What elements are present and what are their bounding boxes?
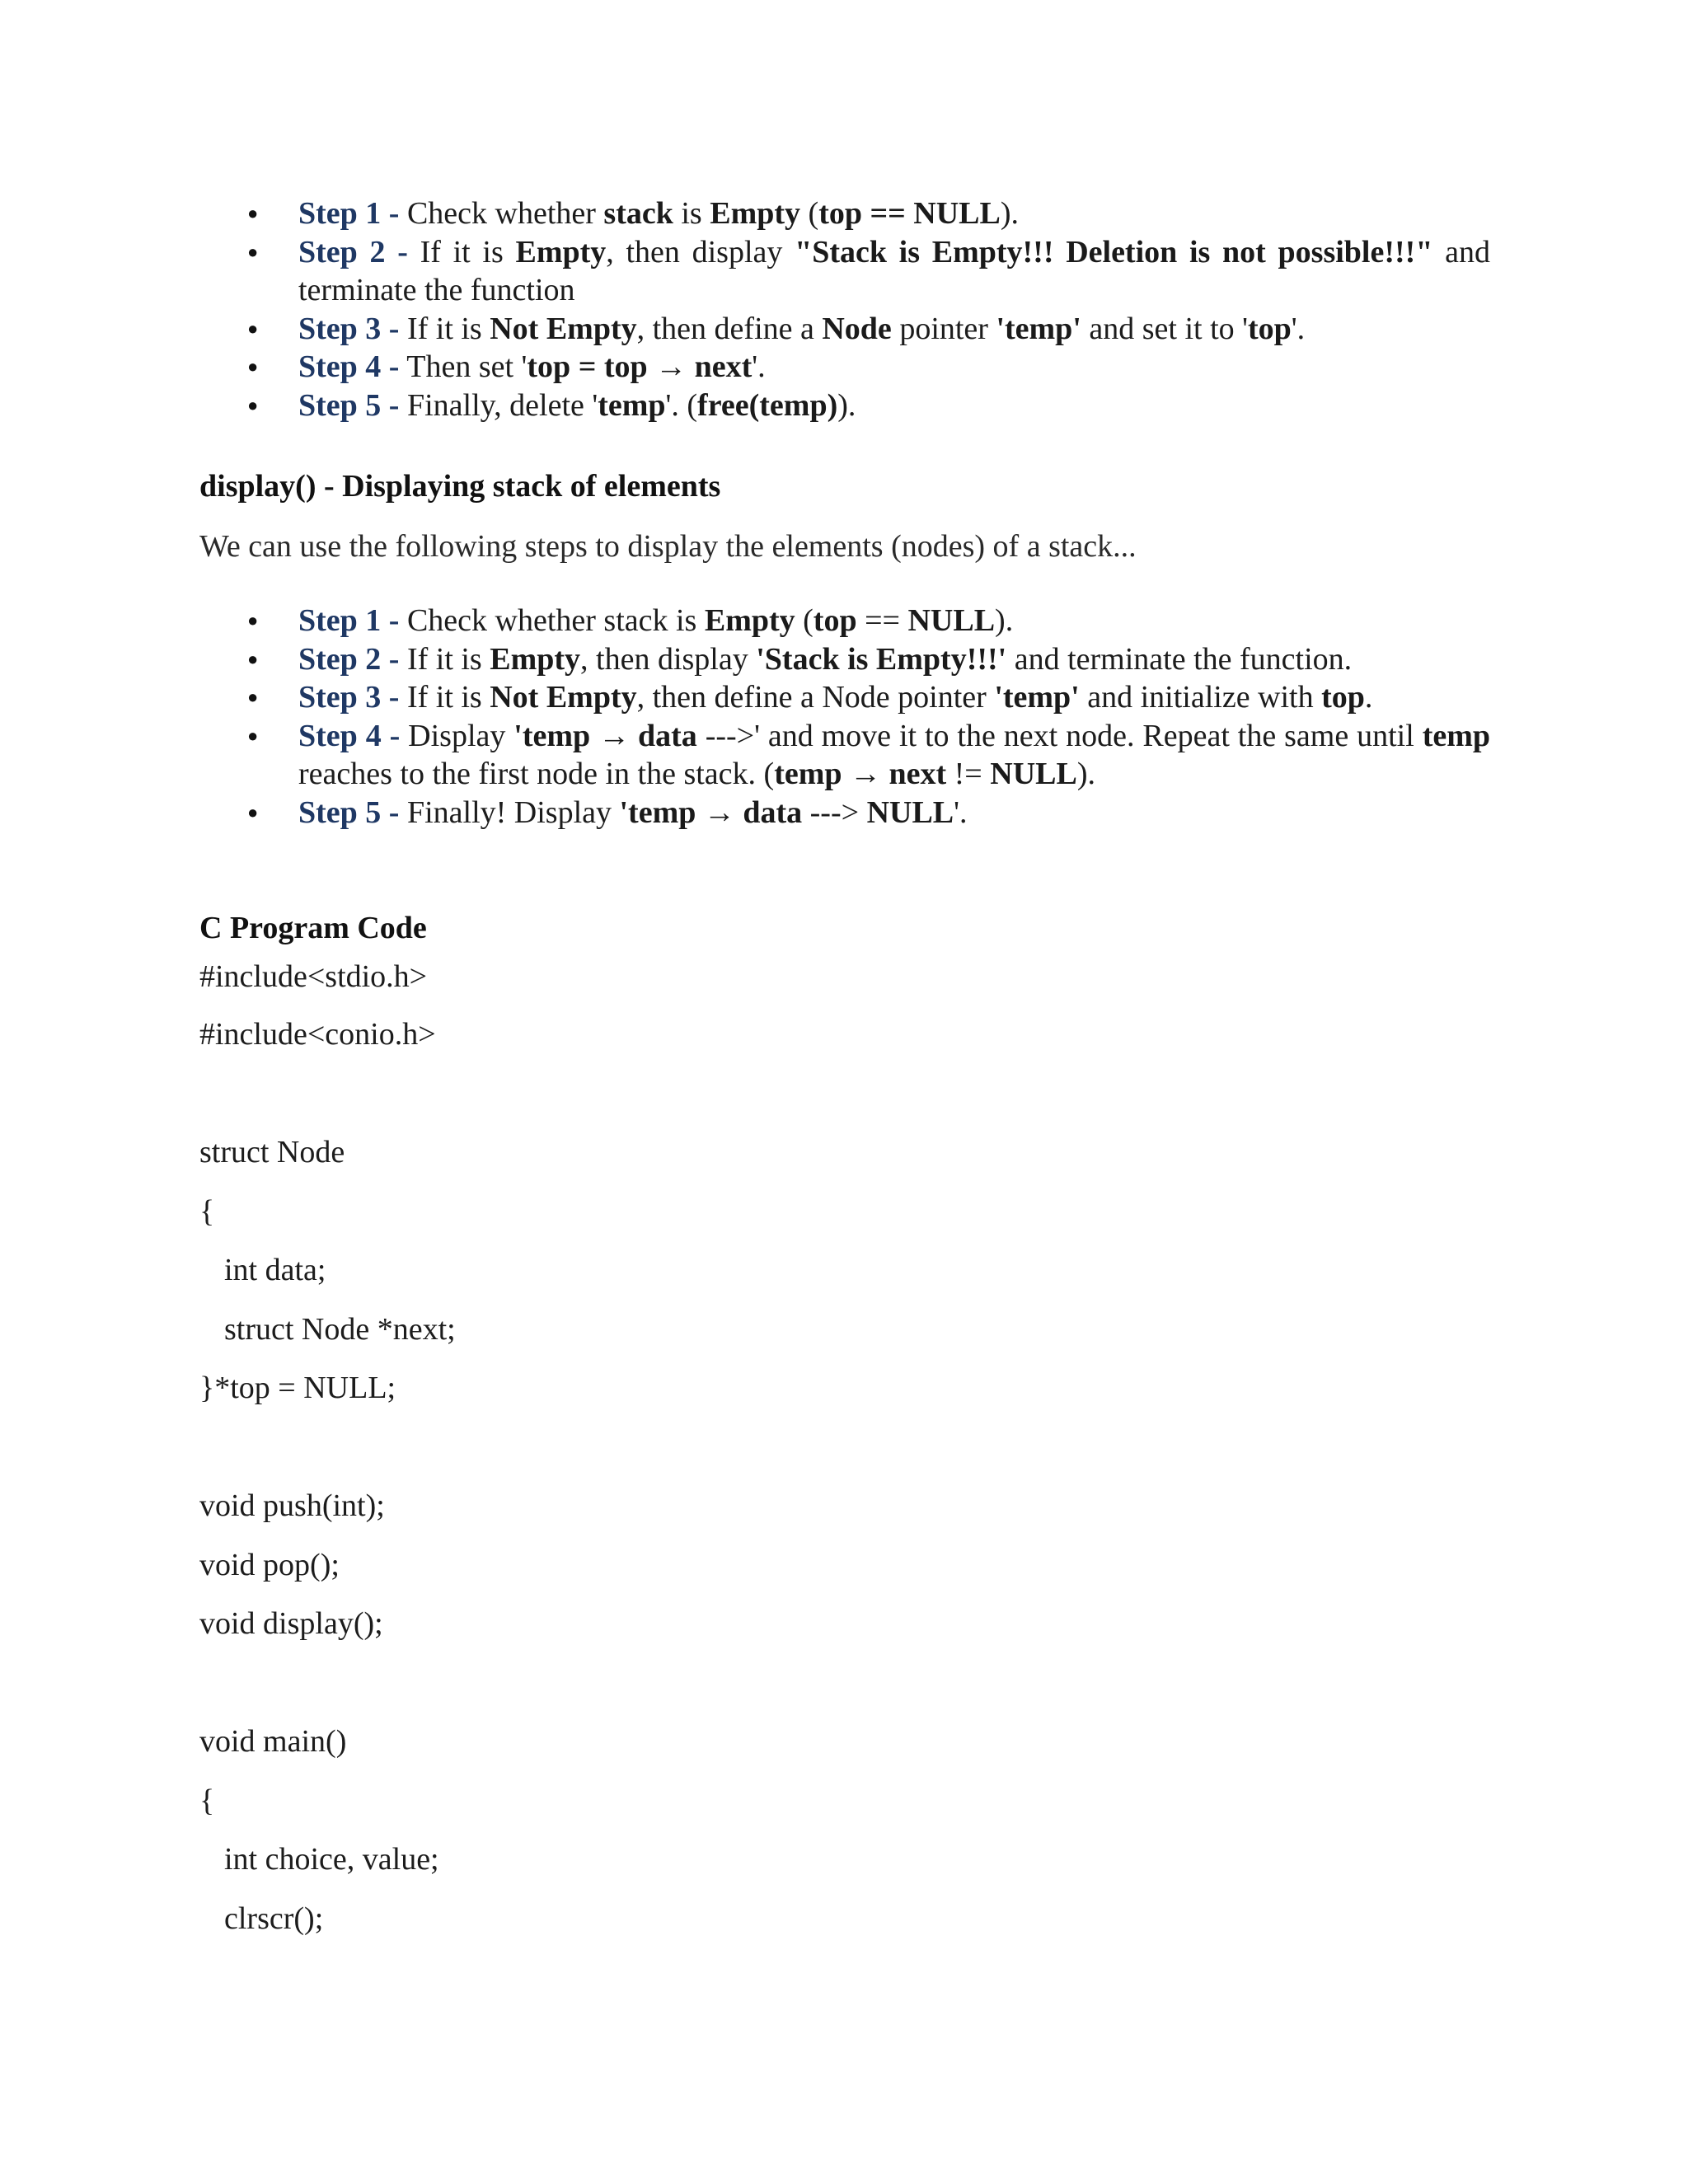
code-line: void pop();	[199, 1548, 340, 1582]
bold-text: Empty	[704, 603, 795, 638]
step-label: Step 4 -	[298, 718, 401, 753]
list-item	[199, 348, 1490, 387]
list-item	[199, 310, 1490, 349]
bold-text: 'temp → data	[513, 718, 697, 753]
step-label: Step 3 -	[298, 680, 400, 715]
bold-text: temp → next	[774, 757, 947, 791]
bold-text: top = top → next	[527, 349, 753, 384]
bold-text: free(temp)	[697, 387, 838, 423]
step-label: Step 2 -	[298, 641, 400, 677]
code-line: struct Node *next;	[224, 1312, 456, 1347]
step-text: If it is Not Empty, then define a Node pointer 'temp' and set it to 'top'.	[399, 311, 1306, 346]
list-item	[199, 233, 1490, 310]
code-line: clrscr();	[224, 1901, 324, 1936]
bold-text: Not Empty	[490, 680, 637, 715]
bold-text: Empty	[710, 196, 801, 231]
bold-text: temp	[598, 387, 666, 423]
list-item	[199, 387, 1490, 425]
code-line: struct Node	[199, 1135, 345, 1169]
code-line: }*top = NULL;	[199, 1371, 396, 1405]
step-label: Step 1 -	[298, 196, 400, 231]
step-text: Finally, delete 'temp'. (free(temp)).	[399, 387, 856, 423]
list-item	[199, 640, 1490, 679]
display-steps-list	[199, 602, 1490, 832]
step-text: Finally! Display 'temp → data ---> NULL'.	[399, 794, 968, 830]
bold-text: Empty	[515, 234, 607, 269]
pop-steps-list	[199, 194, 1490, 424]
step-label: Step 2 -	[298, 234, 408, 269]
bold-text: NULL	[907, 603, 996, 638]
bold-text: stack	[603, 196, 673, 231]
list-item	[199, 194, 1490, 233]
code-line: {	[199, 1783, 215, 1818]
bold-text: 'temp'	[994, 680, 1080, 715]
bold-text: top	[1321, 680, 1365, 715]
code-line: void main()	[199, 1724, 347, 1759]
step-text: Then set 'top = top → next'.	[399, 349, 766, 384]
step-text: Display 'temp → data --->' and move it to the next node. Repeat the same until temp reaches to the first node in the stack. (temp → next != NULL).	[298, 718, 1491, 791]
code-line: void display();	[199, 1606, 383, 1641]
bold-text: NULL	[866, 794, 954, 830]
step-label: Step 5 -	[298, 387, 400, 423]
step-label: Step 3 -	[298, 311, 400, 346]
code-line: #include<stdio.h>	[199, 959, 428, 994]
bold-text: "Stack is Empty!!! Deletion is not possible!!!"	[795, 234, 1433, 269]
intro-paragraph: We can use the following steps to display the elements (nodes) of a stack...	[199, 529, 1137, 564]
section-heading: display() - Displaying stack of elements	[199, 469, 721, 504]
step-label: Step 4 -	[298, 349, 400, 384]
list-item	[199, 602, 1490, 640]
bold-text: top	[813, 603, 857, 638]
step-text: Check whether stack is Empty (top == NULL).	[399, 196, 1020, 231]
step-text: If it is Empty, then display "Stack is Empty!!! Deletion is not possible!!!" and terminate the function	[298, 234, 1490, 307]
step-text: Check whether stack is Empty (top == NULL).	[399, 603, 1014, 638]
bold-text: 'Stack is Empty!!!'	[756, 641, 1007, 677]
code-line: void push(int);	[199, 1488, 385, 1523]
bold-text: 'temp'	[996, 311, 1081, 346]
code-line: int data;	[224, 1253, 326, 1287]
bold-text: NULL	[990, 757, 1077, 791]
bold-text: top == NULL	[818, 196, 1001, 231]
code-heading: C Program Code	[199, 911, 427, 945]
bold-text: Not Empty	[490, 311, 637, 346]
code-line: #include<conio.h>	[199, 1017, 436, 1052]
bold-text: top	[1248, 311, 1292, 346]
bold-text: temp	[1422, 718, 1491, 753]
step-text: If it is Empty, then display 'Stack is Empty!!!' and terminate the function.	[399, 641, 1353, 677]
bold-text: Empty	[490, 641, 581, 677]
bold-text: Node	[822, 311, 892, 346]
step-text: If it is Not Empty, then define a Node pointer 'temp' and initialize with top.	[399, 680, 1373, 715]
list-item	[199, 678, 1490, 717]
step-label: Step 5 -	[298, 794, 400, 830]
code-line: int choice, value;	[224, 1842, 439, 1877]
step-label: Step 1 -	[298, 603, 400, 638]
list-item	[199, 717, 1490, 794]
code-line: {	[199, 1194, 215, 1229]
bold-text: 'temp → data	[619, 794, 803, 830]
list-item	[199, 794, 1490, 832]
